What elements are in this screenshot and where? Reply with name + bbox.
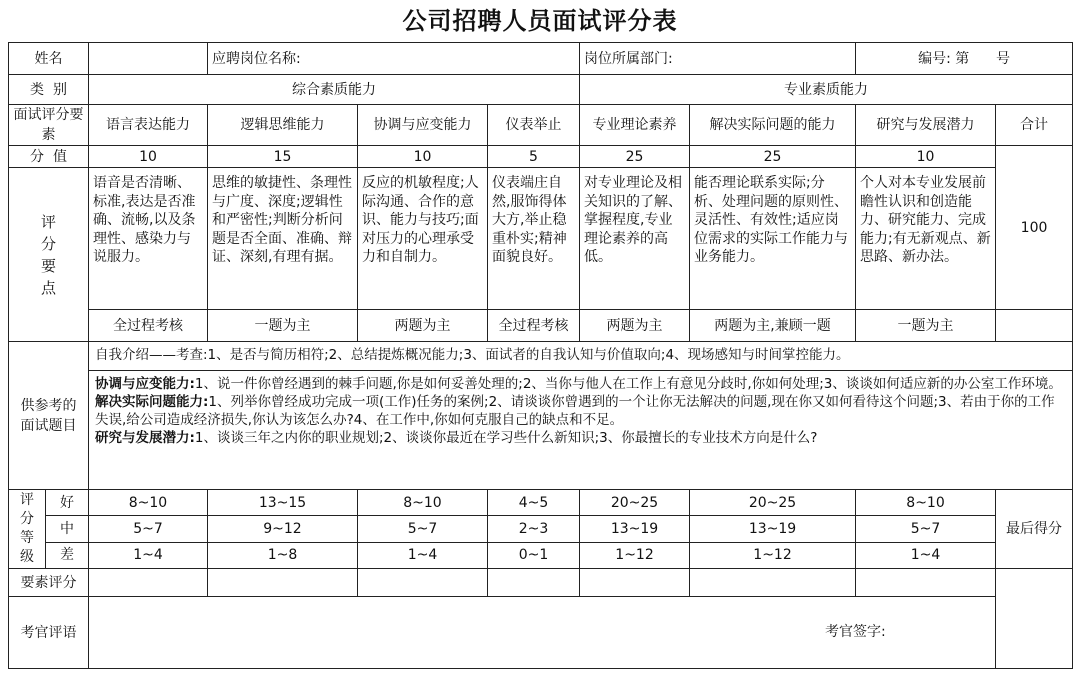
grade-range: 13~19 — [690, 516, 856, 542]
element-score-input[interactable] — [358, 569, 488, 597]
final-score-label: 最后得分 — [996, 490, 1073, 569]
grade-row-poor — [9, 542, 1073, 568]
element-item: 专业理论素养 — [580, 105, 690, 146]
point-text: 仪表端庄自然,服饰得体大方,举止稳重朴实;精神面貌良好。 — [488, 168, 580, 310]
methods-row — [9, 310, 1073, 342]
examiner-row — [9, 597, 1073, 669]
grade-range: 1~12 — [690, 542, 856, 568]
grade-range: 5~7 — [856, 516, 996, 542]
question-solve-title: 解决实际问题能力: — [95, 394, 209, 410]
points-label — [9, 168, 89, 342]
method-text: 一题为主 — [208, 310, 358, 342]
element-score-input[interactable] — [488, 569, 580, 597]
score-value: 5 — [488, 146, 580, 168]
element-score-input[interactable] — [208, 569, 358, 597]
element-item: 协调与应变能力 — [358, 105, 488, 146]
method-blank — [996, 310, 1073, 342]
grade-levels — [46, 490, 88, 568]
point-text: 思维的敏捷性、条理性与广度、深度;逻辑性和严密性;判断分析问题是否全面、准确、辩证、深刻,有理有据。 — [208, 168, 358, 310]
questions-row — [9, 342, 1073, 490]
question-coord-title: 协调与应变能力: — [95, 376, 195, 392]
questions-label — [9, 342, 89, 490]
grades-label: 评分等级 — [20, 492, 34, 565]
grade-range: 5~7 — [89, 516, 208, 542]
grade-range: 13~15 — [208, 490, 358, 516]
score-table — [8, 42, 1073, 669]
element-score-input[interactable] — [580, 569, 690, 597]
question-coord — [95, 375, 1066, 393]
method-text: 全过程考核 — [488, 310, 580, 342]
question-research-title: 研究与发展潜力: — [95, 430, 195, 446]
category-label: 类 别 — [9, 75, 89, 105]
grade-range: 5~7 — [358, 516, 488, 542]
questions-label-text: 供参考的面试题目 — [20, 397, 77, 434]
grade-range: 1~4 — [358, 542, 488, 568]
examiner-comment-area[interactable] — [89, 597, 996, 669]
grades-label-cell — [9, 490, 89, 569]
score-value: 25 — [690, 146, 856, 168]
element-score-input[interactable] — [690, 569, 856, 597]
header-info-row — [9, 43, 1073, 75]
element-score-label: 要素评分 — [9, 569, 89, 597]
question-research — [95, 429, 1066, 447]
examiner-signature-label: 考官签字: — [825, 624, 886, 640]
category-general: 综合素质能力 — [89, 75, 580, 105]
score-row — [9, 146, 1073, 168]
name-label: 姓名 — [9, 43, 89, 75]
method-text: 两题为主 — [358, 310, 488, 342]
score-value: 25 — [580, 146, 690, 168]
grade-range: 20~25 — [690, 490, 856, 516]
grade-range: 20~25 — [580, 490, 690, 516]
grade-range: 1~8 — [208, 542, 358, 568]
grade-range: 1~4 — [89, 542, 208, 568]
questions-content — [89, 342, 1073, 490]
number-label[interactable]: 编号: 第 号 — [856, 43, 1073, 75]
point-text: 反应的机敏程度;人际沟通、合作的意识、能力与技巧;面对压力的心理承受力和自制力。 — [358, 168, 488, 310]
element-item: 仪表举止 — [488, 105, 580, 146]
score-value: 10 — [856, 146, 996, 168]
point-text: 个人对本专业发展前瞻性认识和创造能力、研究能力、完成能力;有无新观点、新思路、新办法。 — [856, 168, 996, 310]
question-solve — [95, 393, 1066, 429]
grade-range: 8~10 — [856, 490, 996, 516]
name-field[interactable] — [89, 43, 208, 75]
score-value: 15 — [208, 146, 358, 168]
element-score-input[interactable] — [856, 569, 996, 597]
page-title: 公司招聘人员面试评分表 — [402, 7, 678, 35]
grade-range: 2~3 — [488, 516, 580, 542]
grade-range: 8~10 — [89, 490, 208, 516]
grade-range: 4~5 — [488, 490, 580, 516]
point-text: 对专业理论及相关知识的了解、掌握程度,专业理论素养的高低。 — [580, 168, 690, 310]
grade-range: 8~10 — [358, 490, 488, 516]
question-coord-text: 1、说一件你曾经遇到的棘手问题,你是如何妥善处理的;2、当你与他人在工作上有意见分歧时,你如何处理;3、谈谈如何适应新的办公室工作环境。 — [194, 376, 1062, 392]
dept-label[interactable]: 岗位所属部门: — [580, 43, 856, 75]
method-text: 一题为主 — [856, 310, 996, 342]
grade-range: 0~1 — [488, 542, 580, 568]
method-text: 全过程考核 — [89, 310, 208, 342]
elements-label: 面试评分要素 — [9, 105, 89, 146]
grades-label-wrap — [9, 490, 46, 568]
elements-row — [9, 105, 1073, 146]
final-score-input[interactable] — [996, 569, 1073, 669]
element-score-input[interactable] — [89, 569, 208, 597]
grade-row-good — [9, 490, 1073, 516]
method-text: 两题为主,兼顾一题 — [690, 310, 856, 342]
point-text: 语音是否清晰、标准,表达是否准确、流畅,以及条理性、感染力与说服力。 — [89, 168, 208, 310]
grade-level-good: 好 — [46, 490, 88, 516]
question-research-text: 1、谈谈三年之内你的职业规划;2、谈谈你最近在学习些什么新知识;3、你最擅长的专业技术方向是什么? — [194, 430, 818, 446]
total-label: 合计 — [996, 105, 1073, 146]
score-value: 10 — [89, 146, 208, 168]
method-text: 两题为主 — [580, 310, 690, 342]
points-label-text: 评分要点 — [40, 212, 56, 297]
grade-range: 13~19 — [580, 516, 690, 542]
score-value: 10 — [358, 146, 488, 168]
element-item: 语言表达能力 — [89, 105, 208, 146]
element-item: 逻辑思维能力 — [208, 105, 358, 146]
category-row — [9, 75, 1073, 105]
points-row — [9, 168, 1073, 310]
total-score: 100 — [996, 146, 1073, 310]
grade-level-poor: 差 — [60, 547, 74, 564]
grade-range: 9~12 — [208, 516, 358, 542]
position-label[interactable]: 应聘岗位名称: — [208, 43, 580, 75]
element-item: 研究与发展潜力 — [856, 105, 996, 146]
question-solve-text: 1、列举你曾经成功完成一项(工作)任务的案例;2、请谈谈你曾遇到的一个让你无法解决的问题,现在你又如何看待这个问题;3、若由于你的工作失误,给公司造成经济损失,你认为该怎么办?4、在工作中,你如何克服自己的缺点和不足。 — [95, 394, 1055, 428]
grade-row-mid — [9, 516, 1073, 542]
examiner-comment-label: 考官评语 — [9, 597, 89, 669]
element-item: 解决实际问题的能力 — [690, 105, 856, 146]
grade-range: 1~4 — [856, 542, 996, 568]
point-text: 能否理论联系实际;分析、处理问题的原则性、灵活性、有效性;适应岗位需求的实际工作能力与业务能力。 — [690, 168, 856, 310]
grade-level-mid: 中 — [46, 516, 88, 542]
questions-intro: 自我介绍——考查:1、是否与简历相符;2、总结提炼概况能力;3、面试者的自我认知与价值取向;4、现场感知与时间掌控能力。 — [89, 346, 1072, 371]
score-label: 分 值 — [9, 146, 89, 168]
element-score-row — [9, 569, 1073, 597]
grade-range: 1~12 — [580, 542, 690, 568]
category-professional: 专业素质能力 — [580, 75, 1073, 105]
